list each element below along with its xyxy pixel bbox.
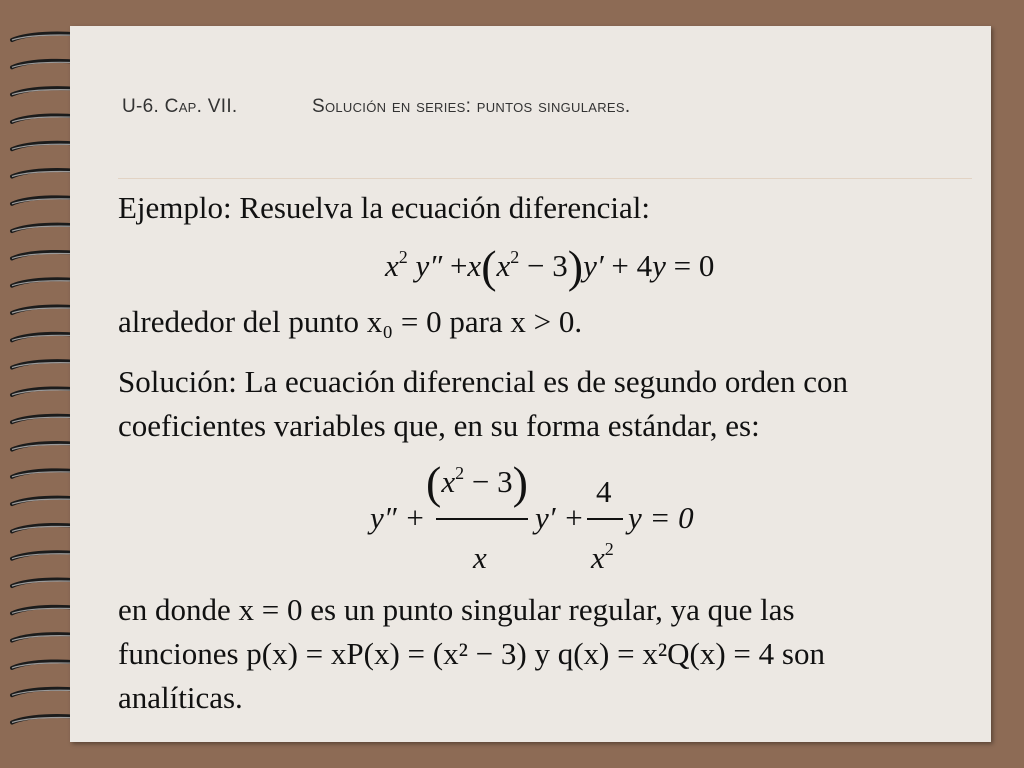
eq2-fraction-bar-1: [436, 518, 528, 520]
eq1-paren-close: ): [567, 241, 584, 292]
eq2-numerator-1: $(x^2 - 3)$: [426, 457, 528, 508]
eq2-y-double-plus: y″ +: [370, 500, 426, 535]
eq1-exp: 2: [398, 247, 408, 267]
eq2-y-prime-plus: y′ +: [535, 500, 585, 535]
eq1-y-prime: y′: [583, 248, 604, 283]
header-divider: [118, 178, 972, 179]
eq2-numerator-2: 4: [596, 474, 612, 509]
eq2-y-equals-zero: y = 0: [628, 500, 694, 535]
eq2-denominator-2: $x^2$: [591, 539, 614, 575]
section-label: U-6. Cap. VII.: [122, 96, 238, 117]
solution-line-1: Solución: La ecuación diferencial es de segundo orden con: [118, 364, 848, 399]
eq1-x: x: [385, 248, 399, 283]
example-intro: Ejemplo: Resuelva la ecuación diferencial:: [118, 190, 650, 225]
eq1-inner-exp: 2: [510, 247, 520, 267]
slide-title: Solución en series: puntos singulares.: [312, 96, 631, 117]
eq1-x-factor: x: [467, 248, 482, 283]
conclusion-line-3: analíticas.: [118, 680, 243, 715]
eq1-minus-3: − 3: [527, 248, 568, 283]
eq1-paren-open: (: [481, 241, 497, 292]
eq1-y-double-prime: y″: [415, 248, 443, 283]
eq1-equals-zero: = 0: [673, 248, 715, 283]
eq2-fraction-bar-2: [587, 518, 623, 520]
slide-header: [122, 96, 631, 118]
eq2-denominator-1: x: [473, 540, 487, 575]
eq1-y: y: [652, 248, 666, 283]
around-point-text: alrededor del punto x₀ = 0 para x > 0.: [118, 304, 583, 339]
conclusion-line-2: funciones p(x) = xP(x) = (x² − 3) y q(x) = x²Q(x) = 4 son: [118, 636, 825, 671]
solution-line-2: coeficientes variables que, en su forma estándar, es:: [118, 408, 760, 443]
eq1-inner-x: x: [496, 248, 511, 283]
differential-equation: [385, 241, 715, 292]
eq1-plus: +: [449, 248, 468, 283]
conclusion-line-1: en donde x = 0 es un punto singular regular, ya que las: [118, 592, 795, 627]
eq1-plus-4: + 4: [611, 248, 653, 283]
